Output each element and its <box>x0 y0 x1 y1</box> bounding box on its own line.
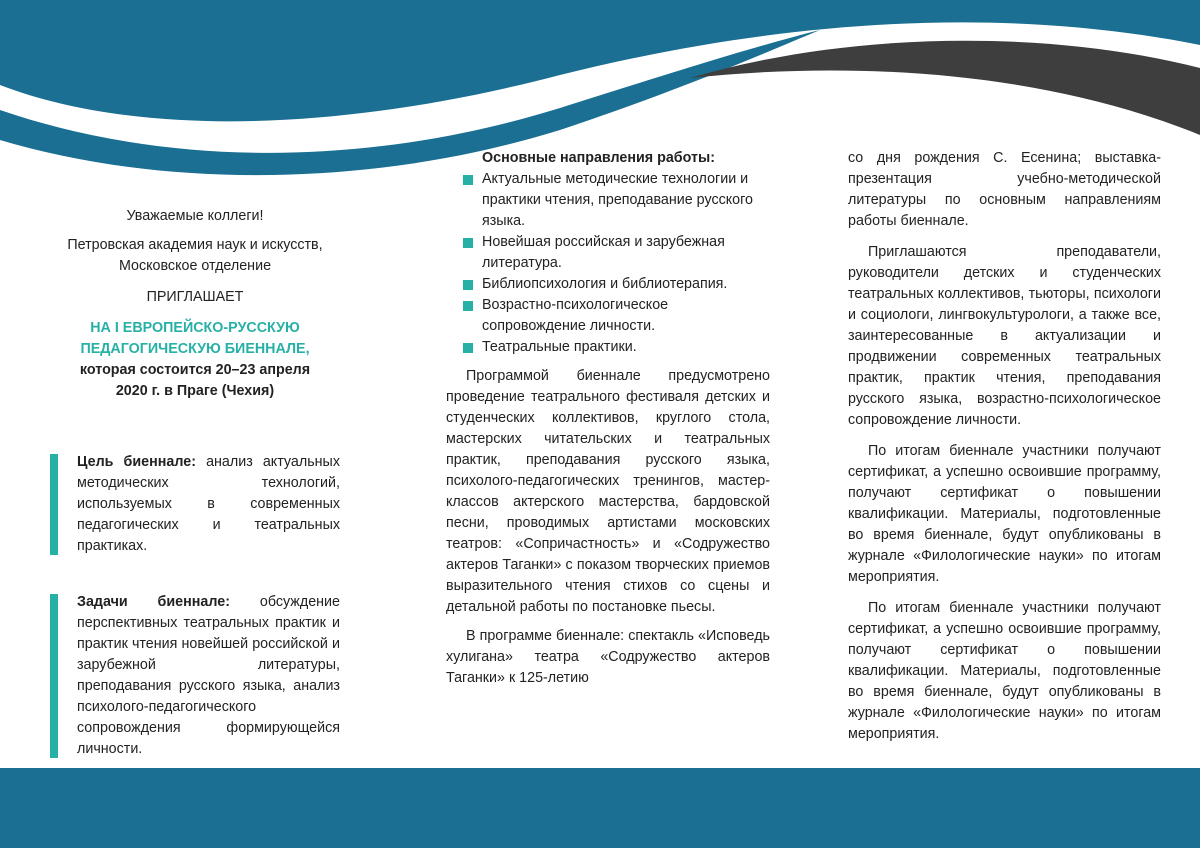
list-item: Театральные практики. <box>446 337 770 358</box>
program-items-paragraph: В программе биеннале: спектакль «Исповедь хулигана» театра «Содружество актеров Таганки» к 125-летию <box>446 628 770 686</box>
tasks-text: обсуждение перспективных театральных практик и практик чтения новейшей российской и зарубежной литературы, преподавания русского языка, анализ психолого-педагогического сопровождения формирующейся личности. <box>77 594 340 757</box>
event-date: которая состоится 20–23 апреля <box>79 362 311 378</box>
gray-swoosh <box>690 41 1200 135</box>
organization-name: Петровская академия наук и искусств, <box>67 237 323 253</box>
event-title-line1: НА I ЕВРОПЕЙСКО-РУССКУЮ <box>90 320 300 336</box>
tasks-accent-bar <box>50 594 58 758</box>
participants-column <box>848 148 1161 745</box>
tasks-block <box>50 592 340 760</box>
invited-participants-paragraph: Приглашаются преподаватели, руководители детских и студенческих театральных коллективов, тьюторы, психологи и социологи, лингвокультурологи, а также все, заинтересованные в актуализации и продвижении современных театральных практик, практик чтения, преподавания русского языка, возрастно-психологическое сопровождение личности. <box>848 244 1161 428</box>
footer-band <box>0 768 1200 848</box>
goal-accent-bar <box>50 454 58 555</box>
square-bullet-icon <box>463 280 473 290</box>
directions-list <box>446 169 770 358</box>
intro-column <box>50 200 340 760</box>
program-continuation: со дня рождения С. Есенина; выставка-презентация учебно-методической литературы по основным направлениям работы биеннале. <box>848 150 1161 229</box>
organization-branch: Московское отделение <box>118 258 272 274</box>
goal-text: анализ актуальных методических технологий, используемых в современных педагогических и театральных практиках. <box>77 454 340 554</box>
square-bullet-icon <box>463 238 473 248</box>
certificate-paragraph-repeat: По итогам биеннале участники получают сертификат, а успешно освоившие программу, получают сертификат о повышении квалификации. Материалы, подготовленные во время биеннале, будут опубликованы в журнале «Филологические науки» по итогам мероприятия. <box>848 600 1161 742</box>
square-bullet-icon <box>463 175 473 185</box>
program-paragraph: Программой биеннале предусмотрено проведение театрального фестиваля детских и студенческих коллективов, круглого стола, мастерских читательских и театральных практик, преподавания русского языка, психолого-педагогических тренингов, мастер-классов актерского мастерства, бардовской песни, проводимых артистами московских театров: «Сопричастность» и «Содружество актеров Таганки» с показом творческих приемов выразительного чтения стихов со сцены и детальной работы по постановке пьесы. <box>446 368 770 615</box>
event-title-line2: ПЕДАГОГИЧЕСКУЮ БИЕННАЛЕ, <box>80 341 310 357</box>
goal-block <box>50 452 340 557</box>
square-bullet-icon <box>463 301 473 311</box>
event-place: 2020 г. в Праге (Чехия) <box>115 383 275 399</box>
list-item: Библиопсихология и библиотерапия. <box>446 274 770 295</box>
goal-label: Цель биеннале: <box>77 454 196 470</box>
list-item: Новейшая российская и зарубежная литература. <box>446 232 770 274</box>
invites-label: ПРИГЛАШАЕТ <box>146 289 244 305</box>
tasks-label: Задачи биеннале: <box>77 594 230 610</box>
directions-column <box>446 148 770 689</box>
certificate-paragraph: По итогам биеннале участники получают сертификат, а успешно освоившие программу, получают сертификат о повышении квалификации. Материалы, подготовленные во время биеннале, будут опубликованы в журнале «Филологические науки» по итогам мероприятия. <box>848 443 1161 585</box>
directions-title: Основные направления работы: <box>482 150 715 166</box>
list-item: Возрастно-психологическое сопровождение личности. <box>446 295 770 337</box>
list-item: Актуальные методические технологии и практики чтения, преподавание русского языка. <box>446 169 770 232</box>
square-bullet-icon <box>463 343 473 353</box>
greeting: Уважаемые коллеги! <box>126 208 264 224</box>
